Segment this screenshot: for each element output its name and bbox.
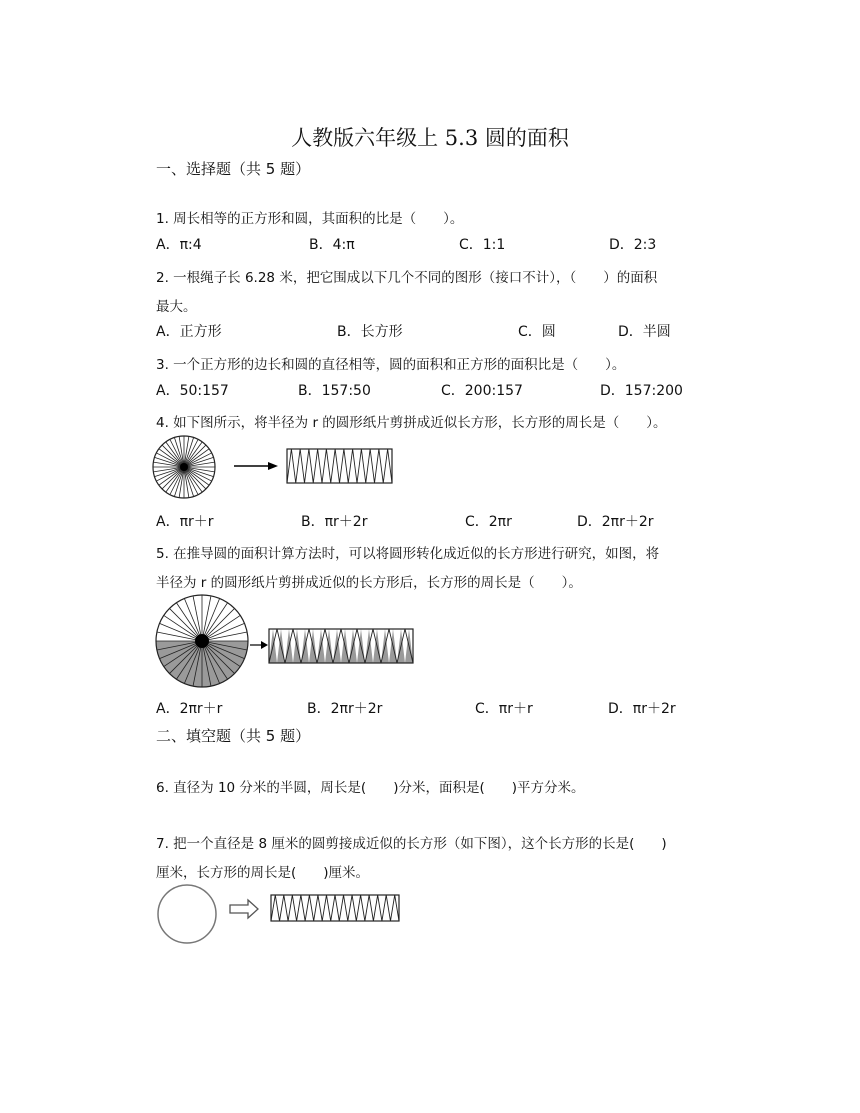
q3-option-a: A．50:157 (156, 383, 229, 399)
q4-circle-sectors (153, 436, 215, 498)
q3-option-c: C．200:157 (441, 383, 523, 399)
q4-option-d: D．2πr＋2r (577, 514, 654, 530)
q2-option-b: B．长方形 (337, 324, 403, 340)
q2-option-c: C．圆 (518, 324, 556, 340)
question-5-line2: 半径为 r 的圆形纸片剪拼成近似的长方形后，长方形的周长是（ ）。 (156, 575, 582, 591)
q2-option-a: A．正方形 (156, 324, 222, 340)
q1-option-c: C．1:1 (459, 237, 506, 253)
q5-option-a: A．2πr＋r (156, 701, 223, 717)
q4-figure (152, 433, 402, 503)
q4-option-a: A．πr＋r (156, 514, 214, 530)
q7-rectangle (271, 895, 399, 921)
question-2-line2: 最大。 (156, 299, 197, 315)
q1-option-a: A．π:4 (156, 237, 202, 253)
question-4: 4. 如下图所示，将半径为 r 的圆形纸片剪拼成近似长方形，长方形的周长是（ ）。 (156, 415, 667, 431)
section-heading-fill: 二、填空题（共 5 题） (156, 727, 311, 745)
section-heading-choice: 一、选择题（共 5 题） (156, 160, 311, 178)
question-5-line1: 5. 在推导圆的面积计算方法时，可以将圆形转化成近似的长方形进行研究，如图，将 (156, 546, 660, 562)
question-1: 1. 周长相等的正方形和圆，其面积的比是（ ）。 (156, 211, 464, 227)
arrow-icon (268, 462, 278, 470)
q2-option-d: D．半圆 (618, 324, 671, 340)
q5-figure (152, 593, 422, 689)
q5-option-c: C．πr＋r (475, 701, 533, 717)
q1-option-b: B．4:π (309, 237, 355, 253)
q4-option-c: C．2πr (465, 514, 512, 530)
hollow-arrow-icon (230, 900, 258, 918)
q5-option-b: B．2πr＋2r (307, 701, 383, 717)
q1-option-d: D．2:3 (609, 237, 657, 253)
q7-figure (155, 883, 415, 945)
q5-circle-sectors (156, 595, 248, 687)
q5-rectangle (269, 629, 413, 663)
q4-option-b: B．πr＋2r (301, 514, 368, 530)
question-7-line2: 厘米，长方形的周长是( )厘米。 (156, 865, 370, 881)
page-title: 人教版六年级上 5.3 圆的面积 (291, 126, 569, 150)
q3-option-b: B．157:50 (298, 383, 371, 399)
q3-option-d: D．157:200 (600, 383, 683, 399)
q5-option-d: D．πr＋2r (608, 701, 676, 717)
arrow-icon (261, 641, 268, 649)
question-6: 6. 直径为 10 分米的半圆，周长是( )分米，面积是( )平方分米。 (156, 780, 585, 796)
q4-rectangle (287, 449, 392, 483)
question-7-line1: 7. 把一个直径是 8 厘米的圆剪接成近似的长方形（如下图），这个长方形的长是( ) (156, 836, 667, 852)
question-2-line1: 2. 一根绳子长 6.28 米，把它围成以下几个不同的图形（接口不计），（ ）的面积 (156, 270, 658, 286)
question-3: 3. 一个正方形的边长和圆的直径相等，圆的面积和正方形的面积比是（ ）。 (156, 357, 626, 373)
q7-circle (158, 885, 216, 943)
